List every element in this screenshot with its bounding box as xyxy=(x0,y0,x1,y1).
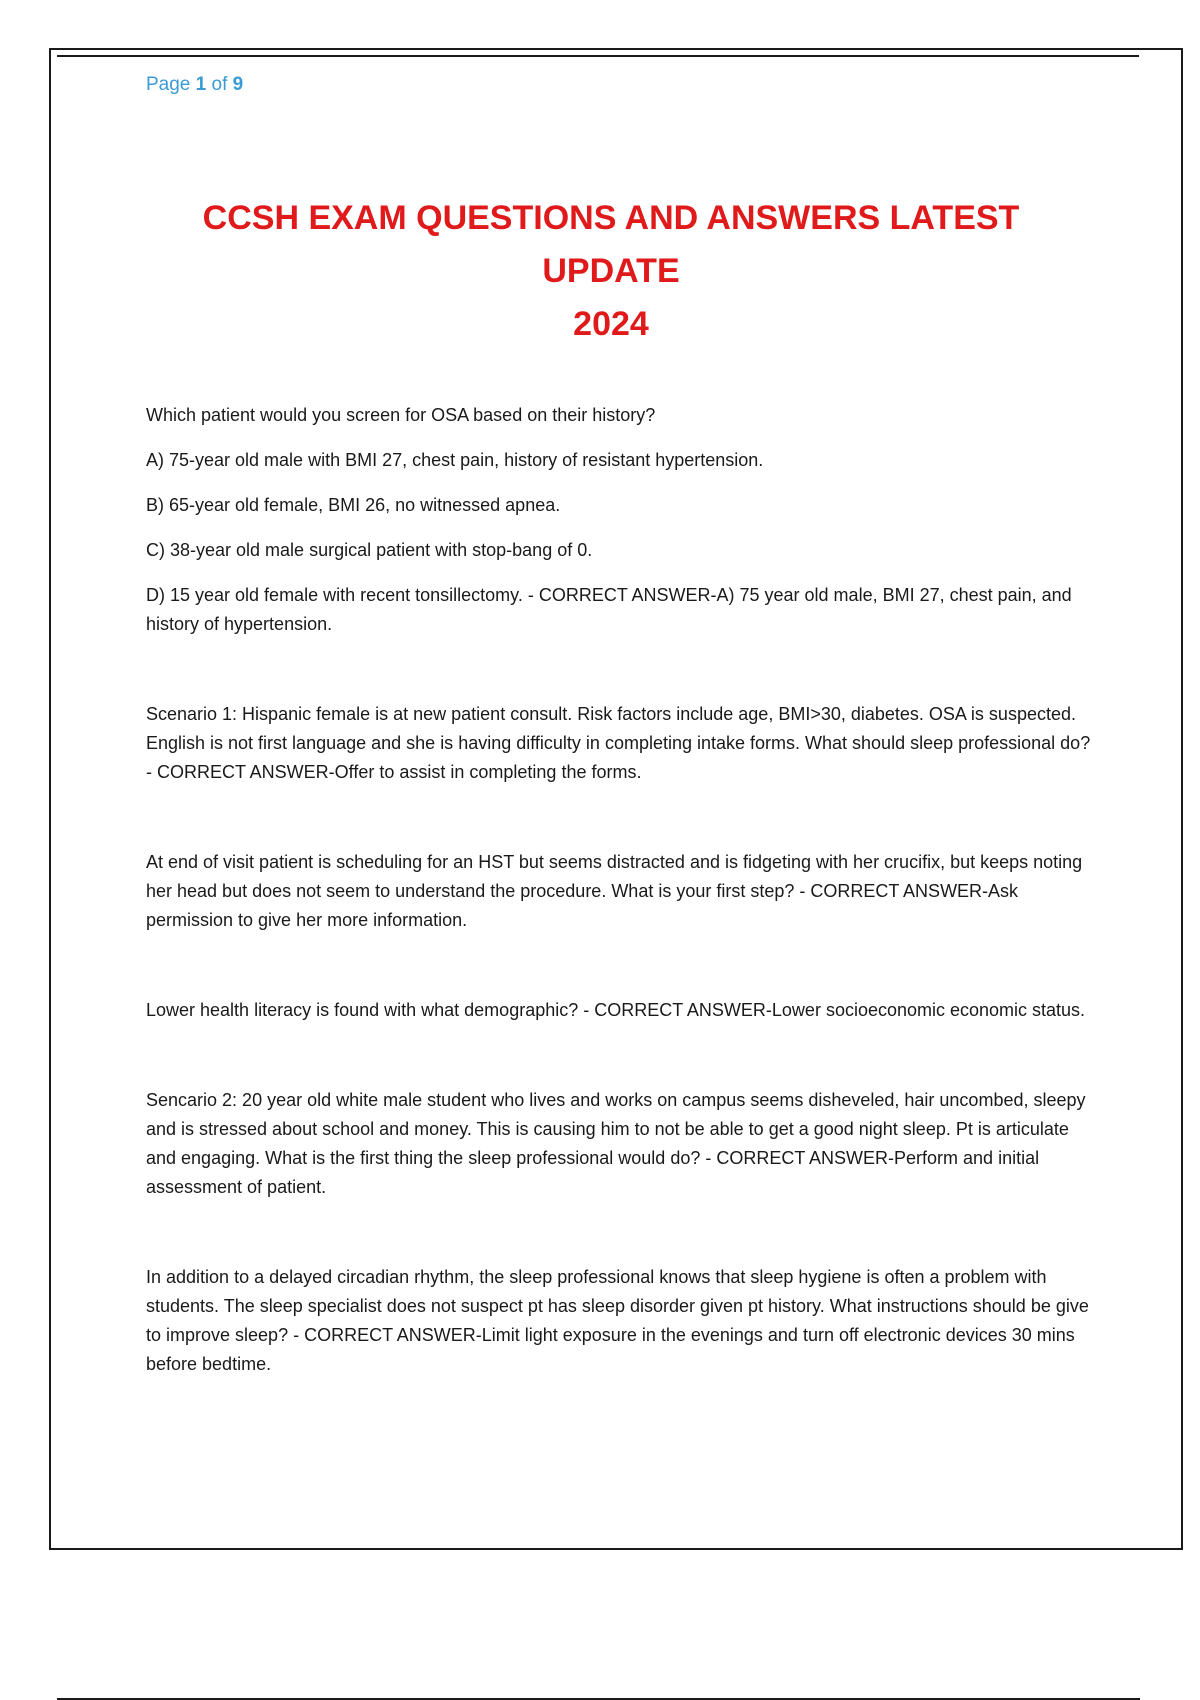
qa-item: Scenario 1: Hispanic female is at new patient consult. Risk factors include age, BMI>30, diabetes. OSA is suspected. English is not first language and she is having difficulty in completing intake forms. What should sleep professional do? - CORRECT ANSWER-Offer to assist in completing the forms. xyxy=(146,704,1091,782)
document-title-line1: CCSH EXAM QUESTIONS AND ANSWERS LATEST UPDATE xyxy=(202,199,1020,290)
page-indicator-total: 9 xyxy=(232,74,244,95)
question-1-stem: Which patient would you screen for OSA based on their history? xyxy=(146,405,656,425)
qa-item: Sencario 2: 20 year old white male student who lives and works on campus seems disheveled, hair uncombed, sleepy and is stressed about school and money. This is causing him to not be able to get a good night sleep. Pt is articulate and engaging. What is the first thing the sleep professional would do? - CORRECT ANSWER-Perform and initial assessment of patient. xyxy=(146,1090,1086,1197)
question-1 xyxy=(146,401,1091,639)
page-indicator-prefix: Page xyxy=(146,74,191,95)
document-body xyxy=(146,401,1091,1379)
question-1-option-d-answer: D) 15 year old female with recent tonsillectomy. - CORRECT ANSWER-A) 75 year old male, BMI 27, chest pain, and history of hypertension. xyxy=(146,585,1072,634)
page-indicator xyxy=(146,74,243,96)
page-frame xyxy=(49,48,1183,1550)
top-rule xyxy=(57,55,1139,57)
document-title xyxy=(141,192,1081,351)
page-indicator-current: 1 xyxy=(195,74,207,95)
page-indicator-separator: of xyxy=(211,74,228,95)
qa-item: At end of visit patient is scheduling for an HST but seems distracted and is fidgeting with her crucifix, but keeps noting her head but does not seem to understand the procedure. What is your first step? - CORRECT ANSWER-Ask permission to give her more information. xyxy=(146,852,1083,930)
qa-item: In addition to a delayed circadian rhythm, the sleep professional knows that sleep hygiene is often a problem with students. The sleep specialist does not suspect pt has sleep disorder given pt history. What instructions should be give to improve sleep? - CORRECT ANSWER-Limit light exposure in the evenings and turn off electronic devices 30 mins before bedtime. xyxy=(146,1267,1089,1374)
question-1-option-c: C) 38-year old male surgical patient with stop-bang of 0. xyxy=(146,540,593,560)
question-1-option-b: B) 65-year old female, BMI 26, no witnessed apnea. xyxy=(146,495,561,515)
question-1-option-a: A) 75-year old male with BMI 27, chest pain, history of resistant hypertension. xyxy=(146,450,764,470)
qa-item: Lower health literacy is found with what demographic? - CORRECT ANSWER-Lower socioeconomic economic status. xyxy=(146,1000,1086,1020)
document-title-line2: 2024 xyxy=(573,305,649,343)
